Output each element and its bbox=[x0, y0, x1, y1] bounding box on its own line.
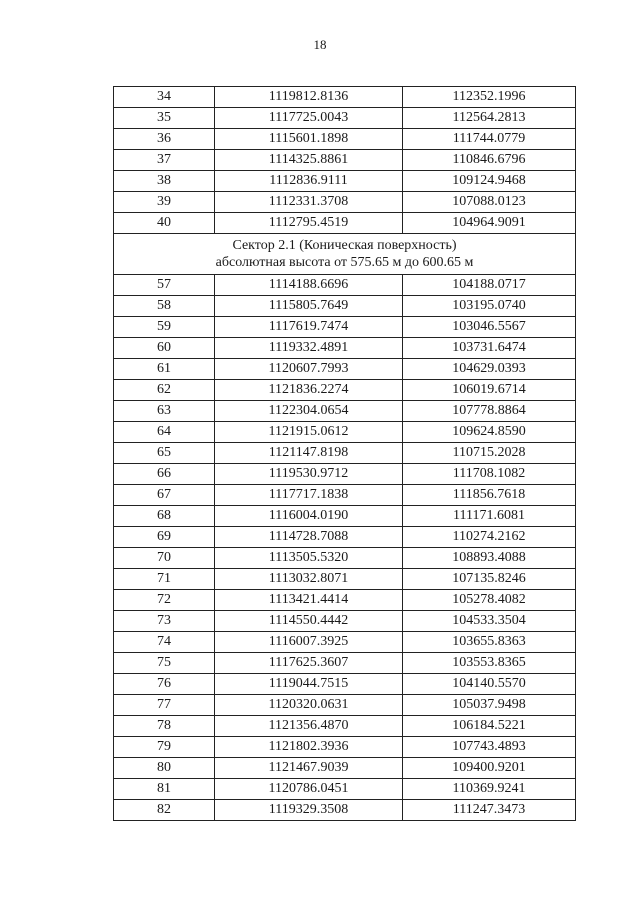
x-coordinate-cell: 1120786.0451 bbox=[215, 779, 403, 800]
x-coordinate-cell: 1119329.3508 bbox=[215, 800, 403, 821]
table-row bbox=[114, 590, 576, 611]
table-row bbox=[114, 171, 576, 192]
x-coordinate-cell: 1112331.3708 bbox=[215, 192, 403, 213]
table-row bbox=[114, 464, 576, 485]
table-row bbox=[114, 129, 576, 150]
x-coordinate-cell: 1114728.7088 bbox=[215, 527, 403, 548]
point-number-cell: 81 bbox=[114, 779, 215, 800]
point-number-cell: 62 bbox=[114, 380, 215, 401]
y-coordinate-cell: 104629.0393 bbox=[403, 359, 576, 380]
point-number-cell: 80 bbox=[114, 758, 215, 779]
y-coordinate-cell: 110369.9241 bbox=[403, 779, 576, 800]
y-coordinate-cell: 111856.7618 bbox=[403, 485, 576, 506]
y-coordinate-cell: 107778.8864 bbox=[403, 401, 576, 422]
y-coordinate-cell: 107135.8246 bbox=[403, 569, 576, 590]
point-number-cell: 39 bbox=[114, 192, 215, 213]
table-row bbox=[114, 275, 576, 296]
x-coordinate-cell: 1119044.7515 bbox=[215, 674, 403, 695]
y-coordinate-cell: 104140.5570 bbox=[403, 674, 576, 695]
point-number-cell: 65 bbox=[114, 443, 215, 464]
y-coordinate-cell: 103195.0740 bbox=[403, 296, 576, 317]
x-coordinate-cell: 1113505.5320 bbox=[215, 548, 403, 569]
x-coordinate-cell: 1121836.2274 bbox=[215, 380, 403, 401]
y-coordinate-cell: 103655.8363 bbox=[403, 632, 576, 653]
x-coordinate-cell: 1116004.0190 bbox=[215, 506, 403, 527]
y-coordinate-cell: 104188.0717 bbox=[403, 275, 576, 296]
table-row bbox=[114, 779, 576, 800]
y-coordinate-cell: 110846.6796 bbox=[403, 150, 576, 171]
point-number-cell: 64 bbox=[114, 422, 215, 443]
point-number-cell: 76 bbox=[114, 674, 215, 695]
table-row bbox=[114, 800, 576, 821]
x-coordinate-cell: 1120607.7993 bbox=[215, 359, 403, 380]
table-row bbox=[114, 213, 576, 234]
table-row bbox=[114, 317, 576, 338]
table-row bbox=[114, 296, 576, 317]
table-row bbox=[114, 87, 576, 108]
x-coordinate-cell: 1121467.9039 bbox=[215, 758, 403, 779]
x-coordinate-cell: 1117619.7474 bbox=[215, 317, 403, 338]
point-number-cell: 58 bbox=[114, 296, 215, 317]
point-number-cell: 73 bbox=[114, 611, 215, 632]
point-number-cell: 70 bbox=[114, 548, 215, 569]
y-coordinate-cell: 104533.3504 bbox=[403, 611, 576, 632]
y-coordinate-cell: 112564.2813 bbox=[403, 108, 576, 129]
table-row bbox=[114, 716, 576, 737]
table-row bbox=[114, 359, 576, 380]
x-coordinate-cell: 1119812.8136 bbox=[215, 87, 403, 108]
y-coordinate-cell: 107088.0123 bbox=[403, 192, 576, 213]
table-row bbox=[114, 548, 576, 569]
y-coordinate-cell: 112352.1996 bbox=[403, 87, 576, 108]
table-row bbox=[114, 401, 576, 422]
x-coordinate-cell: 1121802.3936 bbox=[215, 737, 403, 758]
y-coordinate-cell: 106184.5221 bbox=[403, 716, 576, 737]
point-number-cell: 35 bbox=[114, 108, 215, 129]
x-coordinate-cell: 1113032.8071 bbox=[215, 569, 403, 590]
x-coordinate-cell: 1121915.0612 bbox=[215, 422, 403, 443]
table-row bbox=[114, 108, 576, 129]
point-number-cell: 79 bbox=[114, 737, 215, 758]
table-row bbox=[114, 569, 576, 590]
point-number-cell: 34 bbox=[114, 87, 215, 108]
point-number-cell: 78 bbox=[114, 716, 215, 737]
point-number-cell: 57 bbox=[114, 275, 215, 296]
y-coordinate-cell: 105278.4082 bbox=[403, 590, 576, 611]
table-row bbox=[114, 422, 576, 443]
x-coordinate-cell: 1115601.1898 bbox=[215, 129, 403, 150]
y-coordinate-cell: 109624.8590 bbox=[403, 422, 576, 443]
point-number-cell: 63 bbox=[114, 401, 215, 422]
x-coordinate-cell: 1121147.8198 bbox=[215, 443, 403, 464]
table-row bbox=[114, 338, 576, 359]
x-coordinate-cell: 1115805.7649 bbox=[215, 296, 403, 317]
x-coordinate-cell: 1119332.4891 bbox=[215, 338, 403, 359]
coordinates-table bbox=[113, 86, 576, 821]
y-coordinate-cell: 105037.9498 bbox=[403, 695, 576, 716]
y-coordinate-cell: 111708.1082 bbox=[403, 464, 576, 485]
x-coordinate-cell: 1114550.4442 bbox=[215, 611, 403, 632]
point-number-cell: 77 bbox=[114, 695, 215, 716]
point-number-cell: 61 bbox=[114, 359, 215, 380]
x-coordinate-cell: 1113421.4414 bbox=[215, 590, 403, 611]
point-number-cell: 36 bbox=[114, 129, 215, 150]
table-row bbox=[114, 192, 576, 213]
y-coordinate-cell: 103046.5567 bbox=[403, 317, 576, 338]
x-coordinate-cell: 1122304.0654 bbox=[215, 401, 403, 422]
point-number-cell: 75 bbox=[114, 653, 215, 674]
table-row bbox=[114, 506, 576, 527]
point-number-cell: 67 bbox=[114, 485, 215, 506]
point-number-cell: 37 bbox=[114, 150, 215, 171]
x-coordinate-cell: 1117717.1838 bbox=[215, 485, 403, 506]
section-title: Сектор 2.1 (Коническая поверхность) bbox=[232, 238, 457, 253]
point-number-cell: 71 bbox=[114, 569, 215, 590]
y-coordinate-cell: 108893.4088 bbox=[403, 548, 576, 569]
coordinates-table-body bbox=[114, 87, 576, 821]
section-header bbox=[114, 234, 576, 275]
point-number-cell: 38 bbox=[114, 171, 215, 192]
point-number-cell: 74 bbox=[114, 632, 215, 653]
point-number-cell: 40 bbox=[114, 213, 215, 234]
y-coordinate-cell: 106019.6714 bbox=[403, 380, 576, 401]
x-coordinate-cell: 1121356.4870 bbox=[215, 716, 403, 737]
table-row bbox=[114, 150, 576, 171]
page-number: 18 bbox=[313, 37, 327, 52]
y-coordinate-cell: 104964.9091 bbox=[403, 213, 576, 234]
x-coordinate-cell: 1119530.9712 bbox=[215, 464, 403, 485]
y-coordinate-cell: 103731.6474 bbox=[403, 338, 576, 359]
section-header-row bbox=[114, 234, 576, 275]
y-coordinate-cell: 109124.9468 bbox=[403, 171, 576, 192]
table-row bbox=[114, 737, 576, 758]
point-number-cell: 66 bbox=[114, 464, 215, 485]
y-coordinate-cell: 110274.2162 bbox=[403, 527, 576, 548]
table-row bbox=[114, 611, 576, 632]
table-row bbox=[114, 695, 576, 716]
section-altitude-range: абсолютная высота от 575.65 м до 600.65 м bbox=[215, 255, 474, 270]
y-coordinate-cell: 111744.0779 bbox=[403, 129, 576, 150]
x-coordinate-cell: 1116007.3925 bbox=[215, 632, 403, 653]
table-row bbox=[114, 527, 576, 548]
y-coordinate-cell: 111247.3473 bbox=[403, 800, 576, 821]
y-coordinate-cell: 110715.2028 bbox=[403, 443, 576, 464]
x-coordinate-cell: 1114325.8861 bbox=[215, 150, 403, 171]
table-row bbox=[114, 632, 576, 653]
x-coordinate-cell: 1117625.3607 bbox=[215, 653, 403, 674]
y-coordinate-cell: 109400.9201 bbox=[403, 758, 576, 779]
table-row bbox=[114, 653, 576, 674]
point-number-cell: 60 bbox=[114, 338, 215, 359]
table-row bbox=[114, 674, 576, 695]
point-number-cell: 72 bbox=[114, 590, 215, 611]
y-coordinate-cell: 107743.4893 bbox=[403, 737, 576, 758]
x-coordinate-cell: 1120320.0631 bbox=[215, 695, 403, 716]
point-number-cell: 69 bbox=[114, 527, 215, 548]
x-coordinate-cell: 1114188.6696 bbox=[215, 275, 403, 296]
x-coordinate-cell: 1112795.4519 bbox=[215, 213, 403, 234]
table-row bbox=[114, 443, 576, 464]
table-row bbox=[114, 485, 576, 506]
y-coordinate-cell: 111171.6081 bbox=[403, 506, 576, 527]
table-row bbox=[114, 758, 576, 779]
x-coordinate-cell: 1112836.9111 bbox=[215, 171, 403, 192]
x-coordinate-cell: 1117725.0043 bbox=[215, 108, 403, 129]
point-number-cell: 82 bbox=[114, 800, 215, 821]
table-row bbox=[114, 380, 576, 401]
y-coordinate-cell: 103553.8365 bbox=[403, 653, 576, 674]
point-number-cell: 59 bbox=[114, 317, 215, 338]
point-number-cell: 68 bbox=[114, 506, 215, 527]
